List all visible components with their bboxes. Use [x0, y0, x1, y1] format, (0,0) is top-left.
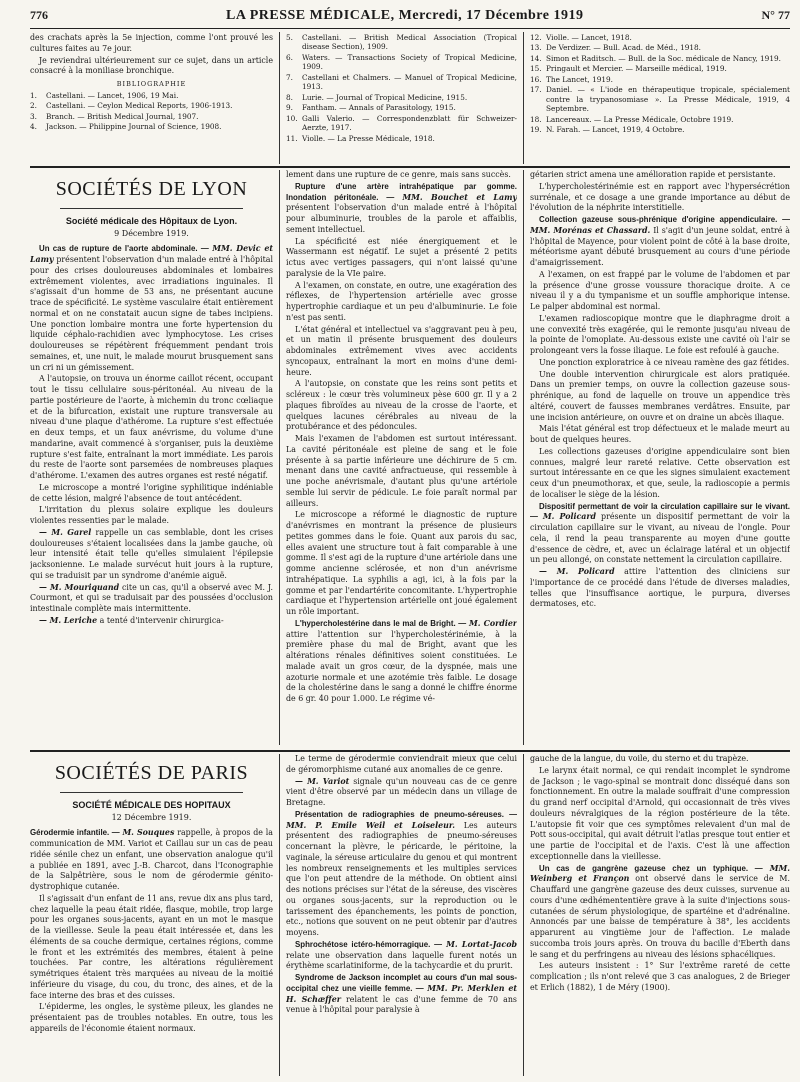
section-rule	[30, 750, 790, 752]
author-names: — M. Leriche	[39, 615, 98, 625]
column-body	[30, 244, 273, 626]
reference-item	[30, 91, 273, 100]
paragraph-text: A l'examen, on est frappé par le volume de l'abdomen et par la présence d'une grosse voussure thoracique droite. A ce niveau il y a du tympanisme et un souffle amphorique intense. Le palper abdominal est normal.	[530, 269, 790, 311]
communication-title: Syndrome de Jackson incomplet au cours d'un mal sous-occipital chez une vieille femme. —	[286, 973, 517, 993]
paragraph	[30, 483, 273, 505]
reference-text: N. Farah. — Lancet, 1919, 4 Octobre.	[546, 125, 685, 135]
paragraph-text: a tenté d'intervenir chirurgica-	[97, 615, 224, 625]
author-names: MM. Weinberg et Françon	[530, 863, 790, 884]
paragraph	[286, 379, 517, 433]
column-rule	[279, 170, 280, 745]
paragraph-text: Il s'agit d'un jeune soldat, entré à l'hôpital de Mayence, pour violent point de côté à la base droite, météorisme ayant débuté brusquement au cours d'une période d'amaigrissement.	[530, 225, 790, 267]
page-header	[30, 3, 790, 29]
top-column-3	[530, 33, 790, 163]
reference-text: Castellani. — Ceylon Medical Reports, 1906-1913.	[46, 101, 233, 111]
reference-text: Waters. — Transactions Society of Tropical Medicine, 1909.	[302, 52, 517, 72]
author-names: M. Cordier	[469, 618, 517, 628]
column-body	[286, 170, 517, 705]
top-column-2	[286, 33, 517, 163]
reference-text: Castellani. — British Medical Association (Tropical disease Section), 1909.	[302, 33, 517, 52]
reference-text: Daniel. — « L'iode en thérapeutique tropicale, spécialement contre la trypanosomiase ». La Presse Médicale, 1919, 4 Septembre.	[546, 85, 790, 114]
reference-item	[286, 134, 517, 143]
lyon-column-1	[30, 170, 273, 745]
column-body	[30, 828, 273, 1034]
paragraph	[530, 370, 790, 424]
paragraph	[530, 215, 790, 269]
author-names: M. Souques	[122, 828, 175, 838]
reference-number: 5.	[286, 33, 293, 42]
paragraph-text: A l'autopsie, on trouva un énorme caillot récent, occupant tout le tissu cellulaire sous-péritonéal. Au niveau de la partie postérieure de l'aorte, à michemin du tronc cœliaque et de la bifurcation, existait une rupture transversale au niveau d'une plaque d'athérome. La rupture s'est effectuée en deux temps, et un faux anévrisme, du volume d'une mandarine, avait commencé à s'organiser, puis la deuxième rupture s'est faite, entraînant la mort immédiate. Les parois du reste de l'aorte sont parsemées de nombreuses plaques d'athérome. L'examen des autres organes est resté négatif.	[30, 374, 273, 481]
communication-title: Gérodermie infantile. —	[30, 828, 120, 838]
paragraph-text: présente un dispositif permettant de voir la circulation capillaire sur le vivant, au niveau de l'ongle. Pour cela, il rend la peau transparente au moyen d'une goutte d'essence de cèdre, et, avec un éclairage latéral et un objectif un peu allongé, on constate nettement la circulation capillaire.	[530, 512, 790, 565]
paragraph	[530, 447, 790, 501]
paragraph	[286, 170, 517, 181]
reference-item	[530, 75, 790, 84]
reference-text: Castellani. — Lancet, 1906, 19 Mai.	[46, 90, 179, 100]
paragraph-text: attire l'attention des cliniciens sur l'importance de ce procédé dans l'étude de diverses maladies, telles que l'insuffisance aortique, le purpura, diverses dermatoses, etc.	[530, 567, 790, 609]
author-names: M. Policard	[542, 512, 597, 522]
column-body	[530, 754, 790, 994]
paragraph: Je reviendrai ultérieurement sur ce sujet, dans un article consacré à la moniliase bronchique.	[30, 55, 273, 76]
paragraph-text: Le terme de gérodermie conviendrait mieux que celui de géromorphisme cutané aux anomalies de ce genre.	[286, 754, 517, 774]
title-rule	[60, 208, 243, 209]
paragraph	[30, 616, 273, 627]
column-body	[530, 170, 790, 610]
lyon-column-2	[286, 170, 517, 745]
reference-item	[530, 43, 790, 52]
reference-text: Violle. — Lancet, 1918.	[546, 33, 632, 42]
paragraph-text: Les collections gazeuses d'origine appendiculaire sont bien connues, malgré leur rareté relative. Cette observation est surtout intéressante en ce que les signes simulaient exactement ceux d'un pneumothorax, et que, seule, la radioscopie a permis de localiser le siège de la lésion.	[530, 446, 790, 499]
paragraph-text: cite un cas, qu'il a observé avec M. J. Courmont, et qui se traduisait par des poussées d'occlusion intestinale complète mais intermittente.	[30, 582, 273, 614]
paragraph-text: rappelle, à propos de la communication de MM. Variot et Caillau sur un cas de peau ridée sénile chez un enfant, une observation analogue qu'il a publiée en 1891, avec J.-B. Charcot, dans l'Iconographie de la Salpêtrière, sous le nom de gérodermie génito-dystrophique cutanée.	[30, 828, 273, 892]
paragraph	[30, 583, 273, 615]
paragraph-text: L'irritation du plexus solaire explique les douleurs violentes ressenties par le malade.	[30, 505, 273, 526]
reference-number: 4.	[30, 122, 37, 132]
paragraph	[530, 270, 790, 313]
paragraph	[286, 182, 517, 236]
author-names: MM. Morénas et Chassard.	[530, 225, 651, 235]
reference-item	[286, 93, 517, 102]
paragraph-text: Les auteurs insistent : 1° Sur l'extrême rareté de cette complication ; ils n'ont relevé que 3 cas analogues, 2 de Brieger et Erlich (1882), 1 de Méry (1900).	[530, 961, 790, 992]
paragraph-text: signale qu'un nouveau cas de ce genre vient d'être observé par un médecin dans un village de Bretagne.	[286, 776, 517, 807]
top-column-1	[30, 33, 273, 163]
reference-text: Branch. — British Medical Journal, 1907.	[46, 111, 199, 121]
paragraph-text: A l'autopsie, on constate que les reins sont petits et scléreux : le cœur très volumineux pèse 600 gr. Il y a 2 plaques fibroïdes au niveau de la crosse de l'aorte, et quelques lacunes cérébrales au niveau de la protubérance et des pédoncules.	[286, 379, 517, 432]
paragraph	[286, 510, 517, 618]
paragraph-text: Le larynx était normal, ce qui rendait incomplet le syndrome de Jackson ; le vago-spinal se montrait donc disséqué dans son fonctionnement. En outre la malade souffrait d'une compression du grand nerf occipital d'Arnold, qui occasionnait de très vives douleurs névralgiques de la région postérieure de la tête. L'autopsie fit voir que ces symptômes relevaient d'un mal de Pott sous-occipital, qui avait détruit l'atlas presque tout entier et une partie de l'occipital et de l'axis. C'est là une affection exceptionnelle dans la vieillesse.	[530, 765, 790, 861]
paragraph	[286, 434, 517, 509]
paragraph	[530, 502, 790, 567]
section-title: SOCIÉTÉS DE LYON	[55, 178, 248, 200]
reference-item	[530, 54, 790, 63]
reference-list	[530, 33, 790, 135]
paragraph-text: attire l'attention sur l'hypercholestérinémie, à la première phase du mal de Bright, avant que les altérations rénales définitives soient constituées. Le malade avait un gros cœur, de la dyspnée, mais une azoturie normale et une azotémie très faible. Le dosage de la cholestérine dans le sang a donné le chiffre énorme de 6 gr. 40 pour 1.000. Le régime vé-	[286, 629, 517, 703]
paragraph	[30, 505, 273, 527]
reference-item	[30, 122, 273, 131]
column-rule	[523, 170, 524, 745]
reference-item	[30, 112, 273, 121]
communication-title: Dispositif permettant de voir la circulation capillaire sur le vivant. —	[530, 501, 790, 522]
reference-number: 2.	[30, 101, 37, 111]
paragraph	[30, 828, 273, 893]
paragraph-text: L'épiderme, les ongles, le système pileux, les glandes ne présentaient pas de troubles notables. En outre, tous les appareils de l'économie étaient normaux.	[30, 1002, 273, 1033]
paragraph-text: Une double intervention chirurgicale est alors pratiquée. Dans un premier temps, on ouvre la collection gazeuse sous-phrénique, au fond de laquelle on trouve un appendice très altéré, couvert de fausses membranes verdâtres. Ensuite, par une incision antérieure, on ouvre et on draine un abcès iliaque.	[530, 369, 790, 422]
reference-number: 1.	[30, 90, 37, 100]
paragraph-text: relatent le cas d'une femme de 70 ans venue à l'hôpital pour paralysie à	[286, 994, 517, 1015]
meeting-date: 12 Décembre 1919.	[111, 813, 192, 823]
paragraph-text: Le microscope a réformé le diagnostic de rupture d'anévrismes en montrant la présence de plusieurs petites gommes dans le foie. Quant aux parois du sac, elles avaient une structure tout à fait comparable à une gomme. Il s'est agi de la rupture d'une artériole dans une gomme ancienne sclérosée, et non d'un anévrisme intrahépatique. La syphilis a agi, ici, à la fois par la gomme et par l'endartérite concomitante. L'hypertrophie cardiaque et l'hypertension artérielle ont joué également un rôle important.	[286, 510, 517, 616]
reference-number: 15.	[530, 64, 542, 74]
paragraph	[286, 973, 517, 1016]
author-names: MM. Pr. Merklen et H. Schæffer	[286, 983, 517, 1004]
author-names: M. Lortat-Jacob	[446, 939, 517, 949]
reference-number: 11.	[286, 133, 298, 143]
paragraph-text: gauche de la langue, du voile, du sterno et du trapèze.	[530, 754, 749, 763]
paragraph	[530, 754, 790, 765]
reference-item	[286, 103, 517, 112]
paragraph-text: relate une observation dans laquelle furent notés un érythème scarlatiniforme, de la tachycardie et du prurit.	[286, 950, 517, 971]
paragraph	[530, 766, 790, 863]
paragraph-text: L'examen radioscopique montre que le diaphragme droit a une convexité très exagérée, qui le remonte jusqu'au niveau de la pointe de l'omoplate. Au-dessous existe une cavité où l'air se prolongeant vers la fosse iliaque. Le foie est refoulé à gauche.	[530, 313, 790, 355]
paragraph	[530, 567, 790, 610]
journal-title: LA PRESSE MÉDICALE, Mercredi, 17 Décembre 1919	[226, 7, 584, 23]
paris-column-2	[286, 754, 517, 1076]
reference-number: 9.	[286, 103, 293, 113]
paragraph	[30, 244, 273, 373]
reference-text: Pringault et Mercier. — Marseille médical, 1919.	[546, 64, 727, 74]
paragraph	[286, 325, 517, 379]
reference-number: 7.	[286, 72, 293, 82]
paragraph-text: Il s'agissait d'un enfant de 11 ans, revue dix ans plus tard, chez laquelle la peau était ridée, flasque, mobile, trop large pour les organes sous-jacents, ayant en un mot le masque de la vieillesse. Seule la peau était intéressée et, dans les éléments de sa couche dermique, certaines régions, comme le front et les extrémités des membres, étaient à peine touchées. Par contre, les altérations régulièrement symétriques étaient très marquées au niveau de la moitié inférieure du visage, du cou, du tronc, des aines, et de la face interne des bras et des cuisses.	[30, 893, 273, 1000]
reference-number: 13.	[530, 43, 542, 53]
reference-item	[286, 73, 517, 92]
reference-number: 6.	[286, 52, 293, 62]
reference-number: 8.	[286, 92, 293, 102]
paragraph	[530, 961, 790, 993]
reference-item	[530, 125, 790, 134]
paragraph-text: présentent l'observation d'un malade entré à l'hôpital pour des crises douloureuses abdominales et lombaires extrêmement violentes, avec irradiations inguinales. Il s'agissait d'un homme de 53 ans, ne présentant aucune trace de spécificité. Le système vasculaire était entièrement normal et on ne constatait aucun signe de tabes incipiens. Une ponction lombaire montra une forte hypertension du liquide céphalo-rachidien avec lymphocytose. Les crises douloureuses se répétèrent fréquemment pendant trois semaines, et, une nuit, le malade mourut brusquement sans un cri ni un gémissement.	[30, 255, 273, 372]
section-title: SOCIÉTÉS DE PARIS	[54, 762, 249, 784]
paragraph	[530, 182, 790, 214]
reference-number: 3.	[30, 111, 37, 121]
communication-title: L'hypercholestérine dans le mal de Bright. —	[295, 618, 467, 628]
reference-number: 17.	[530, 85, 542, 95]
communication-title: Un cas de gangrène gazeuse chez un typhique. —	[539, 863, 763, 873]
communication-title: Un cas de rupture de l'aorte abdominale. —	[39, 244, 209, 254]
reference-text: The Lancet, 1919.	[546, 74, 613, 84]
paris-column-1	[30, 754, 273, 1076]
paragraph	[286, 237, 517, 280]
column-rule	[523, 32, 524, 164]
paragraph	[30, 374, 273, 482]
column-rule	[279, 754, 280, 1076]
author-names: — M. Garel	[39, 527, 92, 537]
paragraph	[530, 424, 790, 446]
communication-title: Rupture d'une artère intrahépatique par gomme. Inondation péritonéale. —	[286, 181, 517, 202]
paragraph	[530, 170, 790, 181]
meeting-date: 9 Décembre 1919.	[114, 229, 189, 239]
bibliography-title: BIBLIOGRAPHIE	[116, 80, 187, 88]
paragraph	[30, 894, 273, 1002]
paragraph	[286, 810, 517, 939]
reference-number: 10.	[286, 113, 298, 123]
communication-title: Collection gazeuse sous-phrénique d'origine appendiculaire. —	[539, 215, 790, 224]
reference-text: Fantham. — Annals of Parasitology, 1915.	[302, 103, 456, 113]
reference-item	[30, 101, 273, 110]
reference-text: Galli Valerio. — Correspondenzblatt für Schweizer-Aerzte, 1917.	[302, 113, 517, 133]
paragraph-text: La spécificité est niée énergiquement et le Wassermann est négatif. Le sujet a présenté 2 petits ictus avec vertiges passagers, qui n'ont laissé qu'une paralysie de la VIe paire.	[286, 236, 517, 278]
paragraph	[30, 1002, 273, 1034]
paragraph-text: A l'examen, on constate, en outre, une exagération des réflexes, de l'hypertension artérielle avec grosse hypertrophie cardiaque et un peu d'albuminurie. Le foie n'est pas senti.	[286, 280, 517, 322]
reference-number: 18.	[530, 114, 542, 124]
paragraph	[286, 777, 517, 809]
reference-item	[286, 53, 517, 72]
paragraph	[30, 528, 273, 582]
paragraph	[286, 281, 517, 324]
paragraph-text: présentent l'observation d'un malade entré à l'hôpital pour albuminurie, troubles de la parole et affaiblis, sement intellectuel.	[286, 203, 517, 234]
reference-text: Lancereaux. — La Presse Médicale, Octobre 1919.	[546, 114, 734, 124]
reference-number: 12.	[530, 33, 542, 42]
reference-item	[286, 33, 517, 52]
author-names: MM. Devic et Lamy	[30, 244, 273, 265]
paragraph-text: L'état général et intellectuel va s'aggravant peu à peu, et un matin il présente brusquement des douleurs abdominales extrêmement vives avec accidents syncopaux, entraînant la mort en moins d'une demi-heure.	[286, 324, 517, 377]
author-names: — M. Variot	[295, 776, 350, 786]
paragraph-text: Une ponction exploratrice à ce niveau ramène des gaz fétides.	[539, 357, 790, 367]
paragraph	[286, 619, 517, 705]
section-rule	[30, 166, 790, 168]
page-number: 776	[30, 8, 48, 22]
paragraph-text: ont observé dans le service de M. Chauffard une gangrène gazeuse des deux cuisses, survenue au cours d'une œdhémententière grave à la suite d'injections sous-cutanées de sérum physiologique, de spartéine et d'adrénaline. Annoncés par une baisse de température à 38°, les accidents apparurent au vingtième jour de l'affection. Le malade succomba trois jours après. On trouva du bacille d'Eberth dans le sang et du perfringens au niveau des lésions sphacéliques.	[530, 874, 790, 959]
lyon-column-3	[530, 170, 790, 745]
paragraph	[286, 754, 517, 776]
paragraph-text: rappelle un cas semblable, dont les crises douloureuses s'étaient localisées dans la jambe gauche, où leur intensité était telle qu'elles simulaient l'épilepsie jacksonienne. Le malade survécut huit jours à la rupture, qui se traduisit par un syndrome d'anémie aiguë.	[30, 527, 273, 580]
paragraph	[530, 358, 790, 369]
reference-item	[530, 64, 790, 73]
reference-item	[530, 85, 790, 113]
paragraph	[286, 940, 517, 972]
paragraph-text: gétarien strict amena une amélioration rapide et persistante.	[530, 170, 776, 179]
reference-number: 14.	[530, 53, 542, 63]
paragraph: des crachats après la 5e injection, comme l'ont prouvé les cultures faites au 7e jour.	[30, 33, 273, 53]
paris-column-3	[530, 754, 790, 1076]
reference-item	[286, 114, 517, 133]
reference-number: 16.	[530, 74, 542, 84]
reference-text: Castellani et Chalmers. — Manuel of Tropical Medicine, 1913.	[302, 72, 517, 92]
reference-number: 19.	[530, 125, 542, 135]
column-rule	[523, 754, 524, 1076]
author-names: MM. Bouchet et Lamy	[402, 192, 517, 202]
reference-item	[530, 33, 790, 42]
paragraph-text: Mais l'état général est trop défectueux et le malade meurt au bout de quelques heures.	[530, 424, 790, 444]
reference-text: Lurie. — Journal of Tropical Medicine, 1915.	[302, 92, 468, 102]
title-rule	[60, 792, 243, 793]
reference-text: Simon et Raditsch. — Bull. de la Soc. médicale de Nancy, 1919.	[546, 53, 781, 63]
reference-item	[530, 115, 790, 124]
column-body	[286, 754, 517, 1016]
paragraph-text: lement dans une rupture de ce genre, mais sans succès.	[286, 170, 511, 179]
author-names: MM. P. Emile Weil et Loiseleur.	[286, 820, 455, 830]
society-name: Société médicale des Hôpitaux de Lyon.	[65, 216, 238, 227]
reference-text: Jackson. — Philippine Journal of Science, 1908.	[46, 122, 222, 132]
communication-title: Présentation de radiographies de pneumo-séreuses. —	[295, 809, 517, 819]
column-rule	[279, 32, 280, 164]
reference-text: Violle. — La Presse Médicale, 1918.	[302, 133, 435, 143]
paragraph	[530, 864, 790, 961]
paragraph	[530, 314, 790, 357]
communication-title: Sphrochétose ictéro-hémorragique. —	[295, 939, 442, 949]
paragraph-text: L'hypercholestérinémie est en rapport avec l'hypersécrétion surrénale, et ce dosage a une grande importance au début de l'évolution de la néphrite interstitielle.	[530, 181, 790, 213]
paragraph-text: Mais l'examen de l'abdomen est surtout intéressant. La cavité péritonéale est pleine de sang et le foie présente à sa partie inférieure une déchirure de 5 cm. menant dans une cavité anfractueuse, qui ressemble à une poche anévrismale, d'autant plus qu'une artériole semble lui servir de pédicule. Le foie paraît normal par ailleurs.	[286, 434, 517, 508]
reference-list	[30, 91, 273, 132]
issue-number: N° 77	[761, 8, 790, 22]
reference-text: De Verdizer. — Bull. Acad. de Méd., 1918.	[546, 43, 702, 53]
society-name: SOCIÉTÉ MÉDICALE DES HOPITAUX	[72, 800, 231, 811]
reference-list	[286, 33, 517, 143]
paragraph-text: Le microscope a montré l'origine syphilitique indéniable de cette lésion, malgré l'absence de tout antécédent.	[30, 482, 273, 503]
author-names: — M. Policard	[539, 567, 615, 576]
author-names: — M. Mouriquand	[39, 582, 120, 592]
paragraph-text: Les auteurs présentent des radiographies de pneumo-séreuses concernant la plèvre, le péricarde, le péritoine, la vaginale, la séreuse articulaire du genou et qui montrent les nombreux renseignements et les multiples services que l'on peut attendre de la méthode. On obtient ainsi des notions précises sur l'état de la séreuse, des viscères ou organes sous-jacents, sur la reproduction ou le tarissement des épanchements, les points de ponction, etc., notions que souvent on ne peut obtenir par d'autres moyens.	[286, 820, 517, 937]
